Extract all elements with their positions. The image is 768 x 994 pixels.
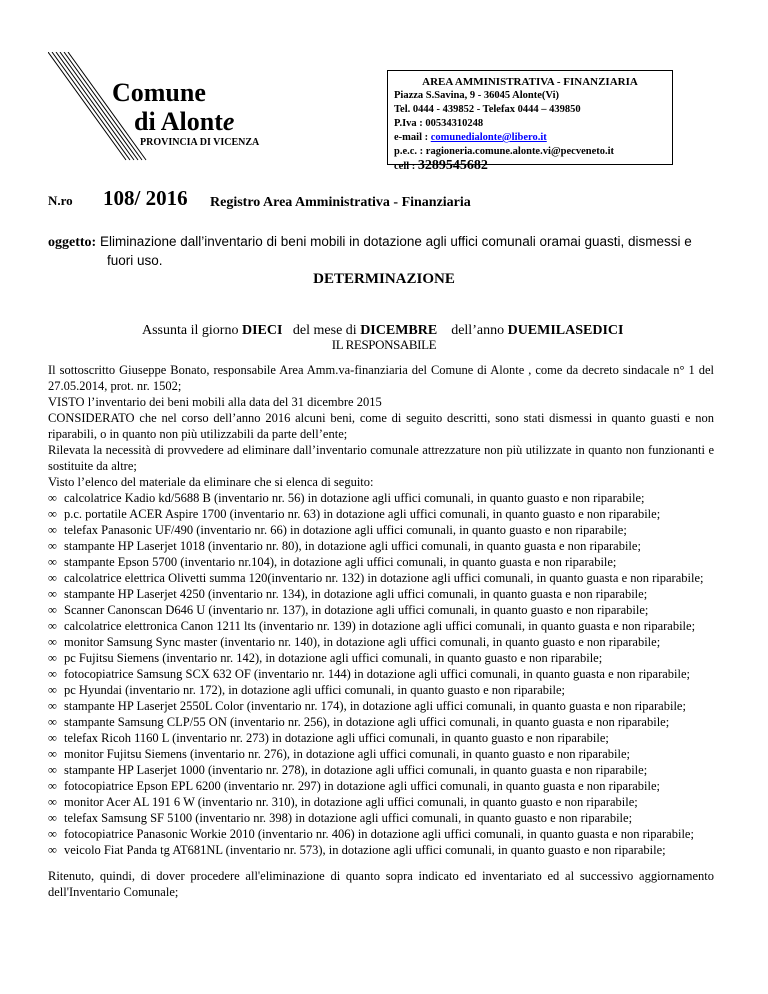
bullet-infinity-icon: ∞ (48, 651, 57, 665)
list-item: ∞ calcolatrice elettrica Olivetti summa 120(inventario nr. 132) in dotazione agli uffici comunali, in quanto guasta e non riparabile; (48, 571, 704, 585)
list-item: ∞ monitor Fujitsu Siemens (inventario nr. 276), in dotazione agli uffici comunali, in quanto guasto e non riparabile; (48, 747, 630, 761)
list-item: ∞ calcolatrice elettronica Canon 1211 lts (inventario nr. 139) in dotazione agli uffici comunali, in quanto guasta e non riparabile; (48, 619, 696, 633)
header-contact-box (387, 70, 673, 173)
bullet-infinity-icon: ∞ (48, 827, 57, 841)
list-item: ∞ stampante Epson 5700 (inventario nr.104), in dotazione agli uffici comunali, in quanto guasta e non riparabile; (48, 555, 617, 569)
paragraph: Rilevata la necessità di provvedere ad eliminare dall’inventario comunale attrezzature non più utilizzate in quanto non funzionanti e sostituite da altre; (48, 443, 714, 473)
paragraph: Visto l’elenco del materiale da eliminare che si elenca di seguito: (48, 475, 374, 489)
logo-title-comune: Comune (112, 78, 206, 107)
closing-paragraph: Ritenuto, quindi, di dover procedere all'eliminazione di quanto sopra indicato ed inventariato ed al successivo aggiornamento dell'Inventario Comunale; (48, 869, 714, 899)
piva: P.Iva : 00534310248 (394, 118, 484, 129)
determinazione-title: DETERMINAZIONE (313, 271, 455, 287)
list-item: ∞ stampante HP Laserjet 1018 (inventario nr. 80), in dotazione agli uffici comunali, in quanto guasta e non riparabile; (48, 539, 641, 553)
bullet-infinity-icon: ∞ (48, 603, 57, 617)
nro-label: N.ro (48, 193, 73, 208)
bullet-infinity-icon: ∞ (48, 587, 57, 601)
email-line: e-mail : comunedialonte@libero.it (394, 132, 547, 143)
logo-province: PROVINCIA DI VICENZA (140, 137, 260, 148)
paragraph: CONSIDERATO che nel corso dell’anno 2016 alcuni beni, come di seguito descritti, sono stati dismessi in quanto guasti e non riparabili, o in quanto non più utilizzabili da parte dell’ente; (48, 411, 714, 441)
list-item: ∞ pc Fujitsu Siemens (inventario nr. 142), in dotazione agli uffici comunali, in quanto guasto e non riparabile; (48, 651, 603, 665)
bullet-infinity-icon: ∞ (48, 715, 57, 729)
bullet-infinity-icon: ∞ (48, 619, 57, 633)
email-link[interactable]: comunedialonte@libero.it (430, 132, 547, 143)
bullet-infinity-icon: ∞ (48, 523, 57, 537)
bullet-infinity-icon: ∞ (48, 539, 57, 553)
list-item: ∞ stampante HP Laserjet 1000 (inventario nr. 278), in dotazione agli uffici comunali, in quanto guasta e non riparabile; (48, 763, 648, 777)
bullet-infinity-icon: ∞ (48, 491, 57, 505)
oggetto: oggetto: Eliminazione dall’inventario di beni mobili in dotazione agli uffici comunali oramai guasti, dismessi e fuori uso. (48, 234, 692, 268)
responsabile-heading: IL RESPONSABILE (331, 337, 437, 352)
cell-line: cell : 3289545682 (394, 158, 488, 173)
list-item: ∞ telefax Ricoh 1160 L (inventario nr. 273) in dotazione agli uffici comunali, in quanto guasto e non riparabile; (48, 731, 609, 745)
list-item: ∞ stampante Samsung CLP/55 ON (inventario nr. 256), in dotazione agli uffici comunali, in quanto guasta e non riparabile; (48, 715, 670, 729)
list-item: ∞ calcolatrice Kadio kd/5688 B (inventario nr. 56) in dotazione agli uffici comunali, in quanto guasto e non riparabile; (48, 491, 645, 505)
bullet-infinity-icon: ∞ (48, 747, 57, 761)
bullet-infinity-icon: ∞ (48, 635, 57, 649)
registro-number: 108/ 2016 (103, 186, 188, 210)
paragraph: Il sottoscritto Giuseppe Bonato, responsabile Area Amm.va-finanziaria del Comune di Alonte , come da decreto sindacale n° 1 del 27.05.2014, prot. nr. 1502; (48, 363, 714, 393)
bullet-infinity-icon: ∞ (48, 555, 57, 569)
bullet-infinity-icon: ∞ (48, 507, 57, 521)
list-item: ∞ telefax Samsung SF 5100 (inventario nr. 398) in dotazione agli uffici comunali, in quanto guasto e non riparabile; (48, 811, 633, 825)
list-item: ∞ monitor Acer AL 191 6 W (inventario nr. 310), in dotazione agli uffici comunali, in quanto guasto e non riparabile; (48, 795, 638, 809)
list-item: ∞ monitor Samsung Sync master (inventario nr. 140), in dotazione agli uffici comunali, in quanto guasto e non riparabile; (48, 635, 661, 649)
bullet-infinity-icon: ∞ (48, 763, 57, 777)
list-item: ∞ fotocopiatrice Epson EPL 6200 (inventario nr. 297) in dotazione agli uffici comunali, in quanto guasta e non riparabile; (48, 779, 661, 793)
bullet-infinity-icon: ∞ (48, 779, 57, 793)
bullet-infinity-icon: ∞ (48, 731, 57, 745)
list-item: ∞ fotocopiatrice Panasonic Workie 2010 (inventario nr. 406) in dotazione agli uffici comunali, in quanto guasta e non riparabile; (48, 827, 694, 841)
list-item: ∞ veicolo Fiat Panda tg AT681NL (inventario nr. 573), in dotazione agli uffici comunali, in quanto guasto e non riparabile; (48, 843, 666, 857)
area-title: AREA AMMINISTRATIVA - FINANZIARIA (422, 76, 638, 88)
document-body (48, 362, 714, 900)
list-item: ∞ Scanner Canonscan D646 U (inventario nr. 137), in dotazione agli uffici comunali, in quanto guasto e non riparabile; (48, 603, 649, 617)
bullet-infinity-icon: ∞ (48, 795, 57, 809)
list-item: ∞ p.c. portatile ACER Aspire 1700 (inventario nr. 63) in dotazione agli uffici comunali, in quanto guasto e non riparabile; (48, 507, 661, 521)
list-item: ∞ pc Hyundai (inventario nr. 172), in dotazione agli uffici comunali, in quanto guasto e non riparabile; (48, 683, 566, 697)
list-item: ∞ telefax Panasonic UF/490 (inventario nr. 66) in dotazione agli uffici comunali, in quanto guasto e non riparabile; (48, 523, 627, 537)
list-item: ∞ fotocopiatrice Samsung SCX 632 OF (inventario nr. 144) in dotazione agli uffici comunali, in quanto guasta e non riparabile; (48, 667, 691, 681)
bullet-infinity-icon: ∞ (48, 811, 57, 825)
bullet-infinity-icon: ∞ (48, 571, 57, 585)
phone: Tel. 0444 - 439852 - Telefax 0444 – 439850 (394, 104, 581, 115)
oggetto-label: oggetto: (48, 235, 97, 250)
bullet-infinity-icon: ∞ (48, 699, 57, 713)
logo-title-alonte: di Alonte (134, 107, 235, 136)
list-item: ∞ stampante HP Laserjet 4250 (inventario nr. 134), in dotazione agli uffici comunali, in quanto guasta e non riparabile; (48, 587, 648, 601)
pec: p.e.c. : ragioneria.comune.alonte.vi@pecveneto.it (394, 146, 615, 157)
address: Piazza S.Savina, 9 - 36045 Alonte(Vi) (394, 90, 559, 101)
registro-title: Registro Area Amministrativa - Finanziaria (210, 195, 471, 210)
assunta-line: Assunta il giorno DIECI del mese di DICEMBRE dell’anno DUEMILASEDICI (142, 323, 624, 338)
bullet-infinity-icon: ∞ (48, 843, 57, 857)
list-item: ∞ stampante HP Laserjet 2550L Color (inventario nr. 174), in dotazione agli uffici comunali, in quanto guasta e non riparabile; (48, 699, 686, 713)
bullet-infinity-icon: ∞ (48, 683, 57, 697)
bullet-infinity-icon: ∞ (48, 667, 57, 681)
paragraph: VISTO l’inventario dei beni mobili alla data del 31 dicembre 2015 (48, 395, 382, 409)
items-list (48, 490, 714, 858)
